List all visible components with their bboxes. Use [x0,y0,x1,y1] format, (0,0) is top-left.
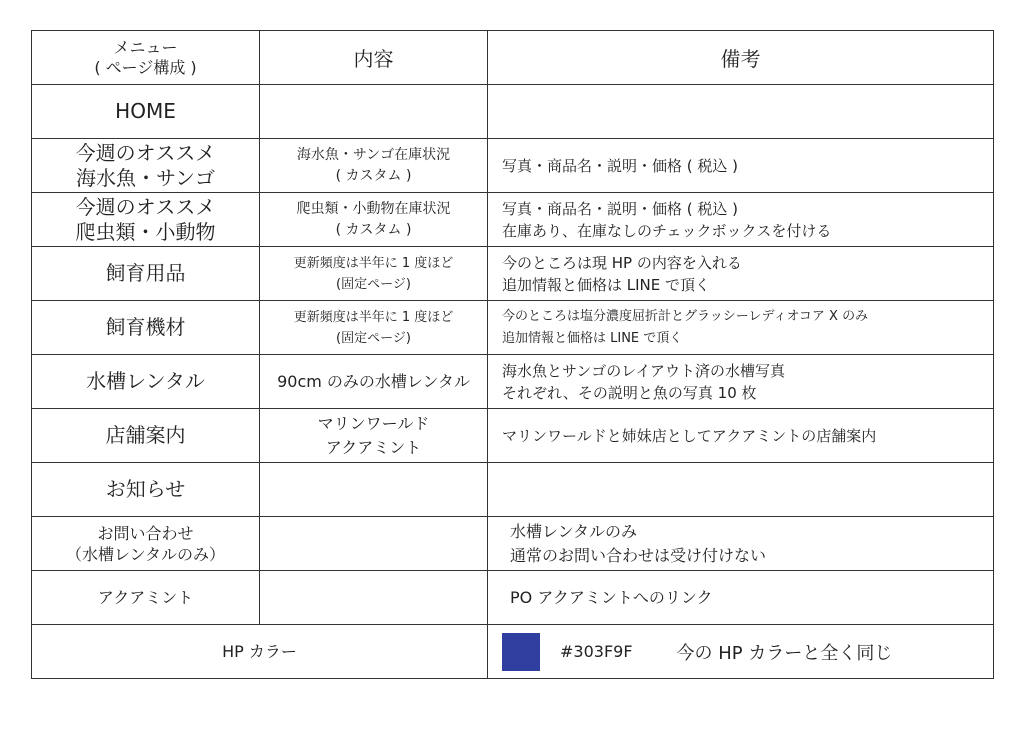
menu-cell [32,571,260,625]
page-structure-table [31,30,994,679]
notes-text: マリンワールドと姉妹店としてアクアミントの店舗案内 [502,426,877,445]
color-hex-code: #303F9F [560,642,633,661]
hp-color-label: HP カラー [32,625,488,679]
notes-cell [488,463,994,517]
menu-cell [32,355,260,409]
color-swatch [502,633,540,671]
menu-text: 飼育用品 [105,261,186,285]
notes-cell [488,301,994,355]
hp-color-detail [488,633,993,671]
content-cell [260,85,488,139]
content-cell [260,247,488,301]
content-text: ( カスタム ) [335,167,412,184]
content-cell [260,355,488,409]
notes-cell [488,139,994,193]
menu-cell [32,139,260,193]
notes-text: 海水魚とサンゴのレイアウト済の水槽写真 [502,361,786,380]
content-cell [260,571,488,625]
menu-cell [32,85,260,139]
notes-cell [488,247,994,301]
table-row [32,409,994,463]
notes-cell [488,571,994,625]
table-row [32,85,994,139]
content-text: (固定ページ) [336,276,411,292]
menu-cell [32,409,260,463]
notes-text: 水槽レンタルのみ [510,521,637,541]
header-content: 内容 [260,31,488,85]
content-text: マリンワールド [317,413,430,433]
menu-cell [32,517,260,571]
notes-text: PO アクアミントへのリンク [510,587,713,607]
menu-text: 爬虫類・小動物 [75,219,216,244]
content-cell [260,463,488,517]
content-text: (固定ページ) [336,330,411,346]
notes-text: 追加情報と価格は LINE で頂く [502,275,711,294]
content-text: 更新頻度は半年に 1 度ほど [293,309,454,325]
table-row [32,301,994,355]
header-menu [32,31,260,85]
notes-text: それぞれ、その説明と魚の写真 10 枚 [502,383,757,402]
notes-cell [488,409,994,463]
content-cell [260,193,488,247]
content-text: アクアミント [325,437,422,457]
notes-cell [488,85,994,139]
content-cell [260,409,488,463]
notes-text: 通常のお問い合わせは受け付けない [510,545,767,565]
table-row [32,247,994,301]
content-text: 90cm のみの水槽レンタル [277,371,470,391]
menu-text: 海水魚・サンゴ [76,165,215,190]
menu-text: 店舗案内 [105,423,186,447]
notes-text: 今のところは現 HP の内容を入れる [502,253,742,272]
notes-text: 追加情報と価格は LINE で頂く [502,330,683,346]
content-text: 海水魚・サンゴ在庫状況 [296,146,451,163]
notes-cell [488,193,994,247]
menu-text: 今週のオススメ [75,140,216,165]
table-row [32,193,994,247]
menu-text: HOME [115,99,176,123]
notes-text: 写真・商品名・説明・価格 ( 税込 ) [502,199,739,218]
notes-text: 写真・商品名・説明・価格 ( 税込 ) [502,156,739,175]
table-row [32,355,994,409]
menu-cell [32,301,260,355]
menu-text: アクアミント [97,588,194,607]
menu-text: 飼育機材 [105,315,186,339]
content-cell [260,139,488,193]
menu-text: 今週のオススメ [75,194,216,219]
menu-cell [32,247,260,301]
header-notes: 備考 [488,31,994,85]
header-menu-line2: ( ページ構成 ) [94,57,197,77]
notes-cell [488,355,994,409]
table-row [32,517,994,571]
menu-text: お知らせ [105,477,186,501]
notes-cell [488,517,994,571]
notes-text: 在庫あり、在庫なしのチェックボックスを付ける [502,221,832,240]
header-row [32,31,994,85]
table-row [32,463,994,517]
menu-text: 水槽レンタル [86,369,205,393]
content-text: 更新頻度は半年に 1 度ほど [293,255,454,271]
notes-text: 今のところは塩分濃度屈折計とグラッシーレディオコア X のみ [502,308,869,324]
menu-cell [32,463,260,517]
content-cell [260,301,488,355]
color-note: 今の HP カラーと全く同じ [676,642,893,664]
hp-color-cell [488,625,994,679]
table-row [32,139,994,193]
content-cell [260,517,488,571]
menu-text: お問い合わせ [97,523,194,543]
color-row [32,625,994,679]
menu-text: （水槽レンタルのみ） [66,544,225,564]
content-text: ( カスタム ) [335,221,412,238]
header-menu-line1: メニュー [113,37,178,57]
menu-cell [32,193,260,247]
table-row [32,571,994,625]
content-text: 爬虫類・小動物在庫状況 [296,200,451,217]
